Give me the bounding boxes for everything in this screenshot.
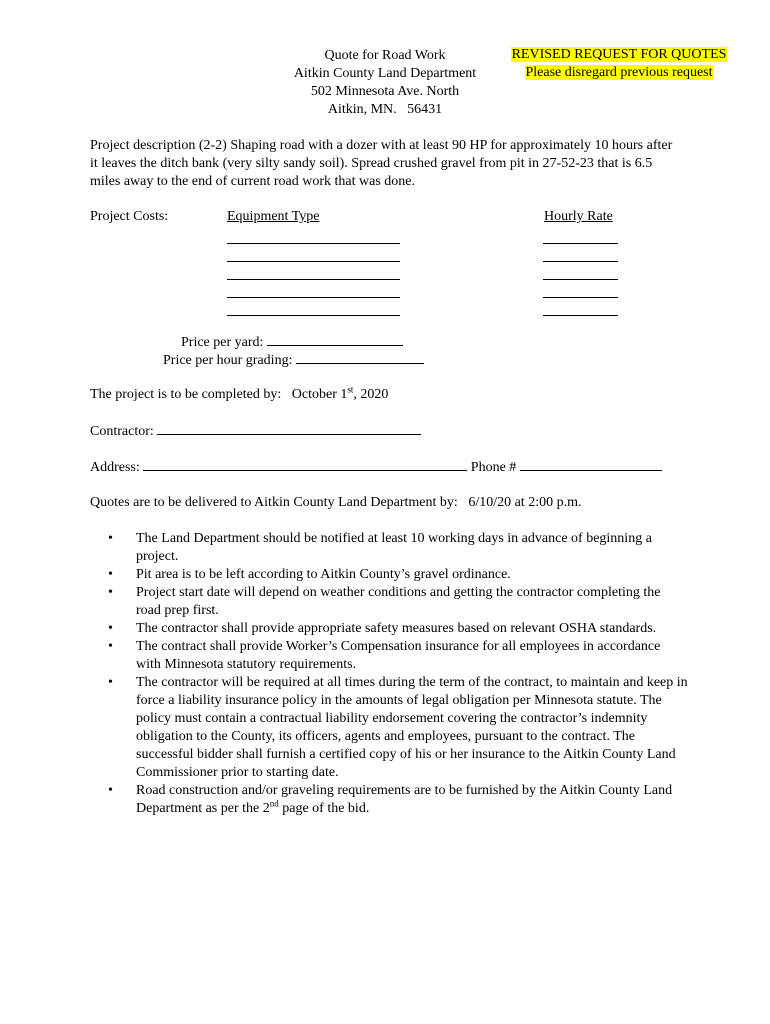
- hourly-rate-field[interactable]: [543, 261, 618, 262]
- bullet-icon: •: [108, 675, 113, 690]
- contractor-label: Contractor:: [90, 424, 154, 439]
- requirements-list: [108, 530, 688, 818]
- list-item: • The contract shall provide Worker’s Compensation insurance for all employees in accordance with Minnesota statutory requirements.: [108, 639, 661, 672]
- city-state-zip: Aitkin, MN. 56431: [327, 102, 443, 117]
- price-per-yard-field[interactable]: [267, 333, 403, 346]
- equipment-type-field[interactable]: [227, 261, 400, 262]
- price-per-hour-label: Price per hour grading:: [163, 353, 293, 368]
- revised-notice-heading: REVISED REQUEST FOR QUOTES: [511, 47, 727, 62]
- list-item: • The Land Department should be notified at least 10 working days in advance of beginning a project.: [108, 531, 652, 564]
- project-costs-label: Project Costs:: [90, 209, 169, 224]
- completion-date-row: [90, 386, 388, 404]
- equipment-type-header: Equipment Type: [227, 209, 320, 224]
- price-per-yard-label: Price per yard:: [181, 335, 264, 350]
- bullet-icon: •: [108, 585, 113, 600]
- bullet-icon: •: [108, 639, 113, 654]
- project-description: Project description (2-2) Shaping road with a dozer with at least 90 HP for approximately 10 hours after it leaves the ditch bank (very silty sandy soil). Spread crushed gravel from pit in 27-52-23 that is 6.5 miles away to the end of current road work that was done.: [90, 138, 673, 189]
- hourly-rate-field[interactable]: [543, 315, 618, 316]
- equipment-type-field[interactable]: [227, 243, 400, 244]
- delivery-deadline-row: [90, 494, 581, 512]
- completion-label: The project is to be completed by:: [90, 387, 282, 402]
- hourly-rate-header: Hourly Rate: [544, 209, 613, 224]
- address-field[interactable]: [143, 458, 467, 471]
- equipment-type-field[interactable]: [227, 279, 400, 280]
- list-item: • The contractor shall provide appropriate safety measures based on relevant OSHA standards.: [108, 621, 657, 636]
- list-item: • Road construction and/or graveling requirements are to be furnished by the Aitkin County Land Department as per the 2nd page of the bid.: [108, 783, 673, 816]
- contractor-row: [90, 422, 421, 441]
- hourly-rate-field[interactable]: [543, 297, 618, 298]
- bullet-icon: •: [108, 783, 113, 798]
- equipment-type-field[interactable]: [227, 297, 400, 298]
- price-per-hour-row: [163, 351, 424, 370]
- equipment-type-field[interactable]: [227, 315, 400, 316]
- bullet-icon: •: [108, 621, 113, 636]
- list-item: • Pit area is to be left according to Aitkin County’s gravel ordinance.: [108, 567, 511, 582]
- header-address-block: [255, 47, 515, 119]
- hourly-rate-field[interactable]: [543, 279, 618, 280]
- street-address: 502 Minnesota Ave. North: [310, 84, 460, 99]
- price-per-yard-row: [181, 333, 403, 352]
- delivery-deadline: 6/10/20 at 2:00 p.m.: [468, 495, 582, 510]
- document-title: Quote for Road Work: [324, 48, 446, 63]
- bullet-icon: •: [108, 531, 113, 546]
- revised-notice-subtext: Please disregard previous request: [525, 65, 713, 80]
- address-row: [90, 458, 662, 477]
- delivery-label: Quotes are to be delivered to Aitkin County Land Department by:: [90, 495, 458, 510]
- list-item: • Project start date will depend on weather conditions and getting the contractor completing the road prep first.: [108, 585, 661, 618]
- phone-field[interactable]: [520, 458, 662, 471]
- address-label: Address:: [90, 460, 140, 475]
- contractor-field[interactable]: [157, 422, 421, 435]
- revised-notice: [498, 46, 740, 82]
- hourly-rate-field[interactable]: [543, 243, 618, 244]
- bullet-icon: •: [108, 567, 113, 582]
- department-name: Aitkin County Land Department: [293, 66, 477, 81]
- list-item: • The contractor will be required at all times during the term of the contract, to maintain and keep in force a liability insurance policy in the amounts of legal obligation per Minnesota statute. The policy must contain a contractual liability endorsement covering the contractor’s indemnity obligation to the County, its officers, agents and employees, pursuant to the contract. The successful bidder shall furnish a certified copy of his or her insurance to the Aitkin County Land Commissioner prior to starting date.: [108, 675, 688, 780]
- phone-label: Phone #: [470, 460, 517, 475]
- completion-date: October 1st, 2020: [291, 384, 389, 402]
- price-per-hour-field[interactable]: [296, 351, 424, 364]
